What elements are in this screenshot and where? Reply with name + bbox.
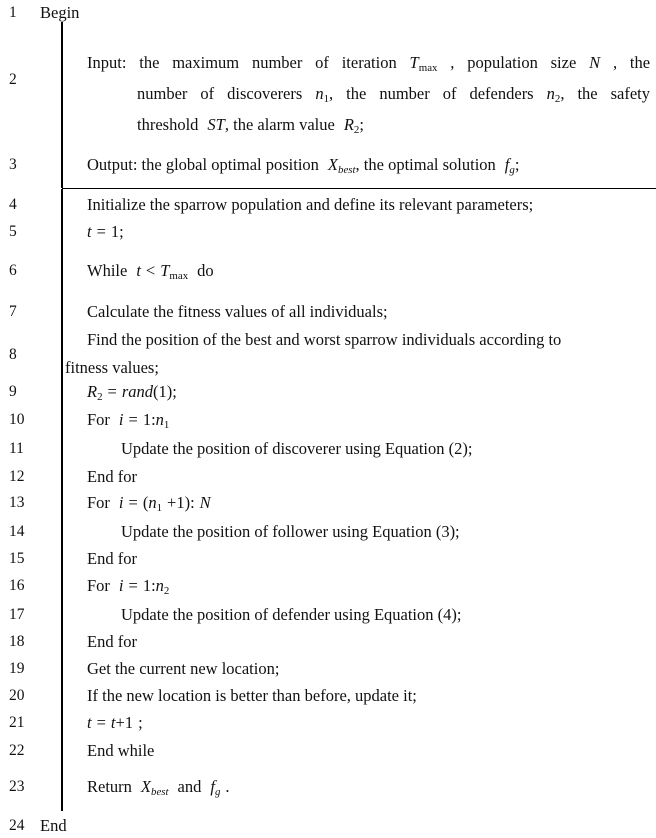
input-seg8: , the alarm value — [224, 115, 335, 134]
function-rand: rand — [121, 382, 154, 401]
line-number: 16 — [9, 577, 25, 594]
operator-colon: : — [151, 410, 156, 429]
line-number: 7 — [9, 303, 17, 320]
line-number: 11 — [9, 440, 24, 457]
symbol-t: t — [136, 261, 141, 280]
keyword-for: For — [87, 493, 110, 512]
line-text-15: End for — [87, 549, 137, 568]
symbol-f-g: $f_g$ — [504, 155, 515, 177]
symbol-n1: $n_1$ — [148, 493, 163, 515]
line-text-12: End for — [87, 467, 137, 486]
line-number: 12 — [9, 468, 25, 485]
line-number: 24 — [9, 817, 25, 834]
operator-equals: = — [96, 713, 106, 732]
line-text-18: End for — [87, 632, 137, 651]
symbol-i: i — [118, 576, 124, 595]
algorithm-horizontal-rule — [62, 188, 656, 189]
line-number: 14 — [9, 523, 25, 540]
line-number: 9 — [9, 383, 17, 400]
period: . — [225, 777, 230, 796]
line-text-8a: Find the position of the best and worst sparrow individuals according to — [87, 330, 562, 349]
symbol-T-max: $T_{max}$ — [409, 53, 438, 75]
line-number: 1 — [9, 4, 17, 21]
semicolon: ; — [119, 222, 124, 241]
keyword-do: do — [197, 261, 214, 280]
line-number: 13 — [9, 494, 25, 511]
symbol-t: t — [110, 713, 116, 732]
value-one: 1 — [110, 222, 120, 241]
line-text-9 — [87, 382, 177, 404]
line-text-end: End — [40, 816, 67, 835]
line-text-output — [87, 155, 520, 177]
value-one: 1 — [142, 410, 152, 429]
symbol-i: i — [118, 493, 124, 512]
line-text-5 — [87, 224, 124, 241]
operator-equals: = — [128, 576, 138, 595]
input-seg6: , the safety — [560, 84, 651, 103]
line-number: 21 — [9, 714, 25, 731]
algorithm-vertical-bar-header — [61, 22, 63, 188]
operator-plus: + — [115, 713, 125, 732]
line-text-10 — [87, 410, 170, 432]
symbol-X-best: $X_{best}$ — [140, 777, 169, 799]
keyword-for: For — [87, 576, 110, 595]
output-seg2: , the optimal solution — [355, 155, 496, 174]
symbol-N: N — [199, 493, 211, 512]
value-one: 1 — [142, 576, 152, 595]
value-one: 1 — [158, 382, 167, 401]
symbol-ST: ST — [207, 115, 225, 134]
symbol-X-best: $X_{best}$ — [327, 155, 356, 177]
keyword-return: Return — [87, 777, 132, 796]
symbol-t: t — [87, 222, 92, 241]
line-text-7: Calculate the fitness values of all individuals; — [87, 302, 388, 321]
line-text-19: Get the current new location; — [87, 659, 280, 678]
line-number: 18 — [9, 633, 25, 650]
output-seg3: ; — [514, 155, 520, 174]
input-label: Input: — [87, 53, 127, 72]
input-seg5: , the number of defenders — [329, 84, 534, 103]
operator-equals: = — [128, 410, 138, 429]
line-number: 6 — [9, 262, 17, 279]
line-text-input-part3 — [137, 115, 364, 137]
operator-less-than: < — [145, 261, 156, 280]
symbol-n1: $n_1$ — [315, 84, 330, 106]
line-number: 15 — [9, 550, 25, 567]
line-number: 20 — [9, 687, 25, 704]
line-number: 2 — [9, 71, 17, 88]
line-number: 19 — [9, 660, 25, 677]
paren-right: ) — [166, 382, 173, 401]
symbol-t: t — [87, 713, 92, 732]
operator-equals: = — [128, 493, 138, 512]
line-number: 22 — [9, 742, 25, 759]
operator-colon: : — [151, 576, 156, 595]
line-text-23 — [87, 777, 230, 799]
semicolon: ; — [138, 713, 143, 732]
input-seg1: the maximum number of iteration — [139, 53, 397, 72]
line-text-22: End while — [87, 741, 155, 760]
keyword-and: and — [177, 777, 202, 796]
operator-equals: = — [96, 222, 106, 241]
keyword-while: While — [87, 261, 128, 280]
line-number: 5 — [9, 223, 17, 240]
line-text-6 — [87, 261, 214, 283]
line-text-20: If the new location is better than before, update it; — [87, 686, 417, 705]
symbol-N: N — [589, 53, 601, 72]
input-seg3: , the — [612, 53, 651, 72]
line-number: 8 — [9, 346, 17, 363]
line-text-begin: Begin — [40, 3, 80, 22]
symbol-R2: $R_2$ — [343, 115, 360, 137]
line-text-16 — [87, 576, 170, 598]
line-text-14: Update the position of follower using Equation (3); — [121, 522, 460, 541]
line-text-4: Initialize the sparrow population and define its relevant parameters; — [87, 195, 534, 214]
symbol-R2: $R_2$ — [87, 382, 103, 404]
value-one: 1 — [176, 493, 185, 512]
symbol-f-g: $f_g$ — [210, 777, 221, 799]
line-number: 17 — [9, 606, 25, 623]
input-seg7: threshold — [137, 115, 199, 134]
paren-left: ( — [142, 493, 149, 512]
keyword-for: For — [87, 410, 110, 429]
input-seg9: ; — [359, 115, 364, 134]
operator-equals: = — [107, 382, 117, 401]
symbol-i: i — [118, 410, 124, 429]
line-number: 4 — [9, 196, 17, 213]
input-seg2: , population size — [450, 53, 577, 72]
algorithm-vertical-bar-body — [61, 189, 63, 811]
value-one: 1 — [124, 713, 134, 732]
paren-left: ( — [153, 382, 159, 401]
semicolon: ; — [172, 382, 177, 401]
line-number: 10 — [9, 411, 25, 428]
input-seg4: number of discoverers — [137, 84, 303, 103]
output-seg1: Output: the global optimal position — [87, 155, 319, 174]
line-text-13 — [87, 493, 211, 515]
line-text-21 — [87, 715, 143, 732]
line-text-input-part1 — [87, 53, 651, 75]
symbol-n1: $n_1$ — [155, 410, 170, 432]
paren-right: ) — [184, 493, 191, 512]
line-text-11: Update the position of discoverer using Equation (2); — [121, 439, 473, 458]
line-number: 23 — [9, 778, 25, 795]
line-text-8b: fitness values; — [65, 358, 159, 377]
symbol-T-max: $T_{max}$ — [160, 261, 189, 283]
line-number: 3 — [9, 156, 17, 173]
symbol-n2: $n_2$ — [546, 84, 561, 106]
operator-plus: + — [167, 493, 177, 512]
operator-colon: : — [190, 493, 195, 512]
line-text-input-part2 — [137, 84, 651, 106]
line-text-17: Update the position of defender using Equation (4); — [121, 605, 462, 624]
symbol-n2: $n_2$ — [155, 576, 170, 598]
